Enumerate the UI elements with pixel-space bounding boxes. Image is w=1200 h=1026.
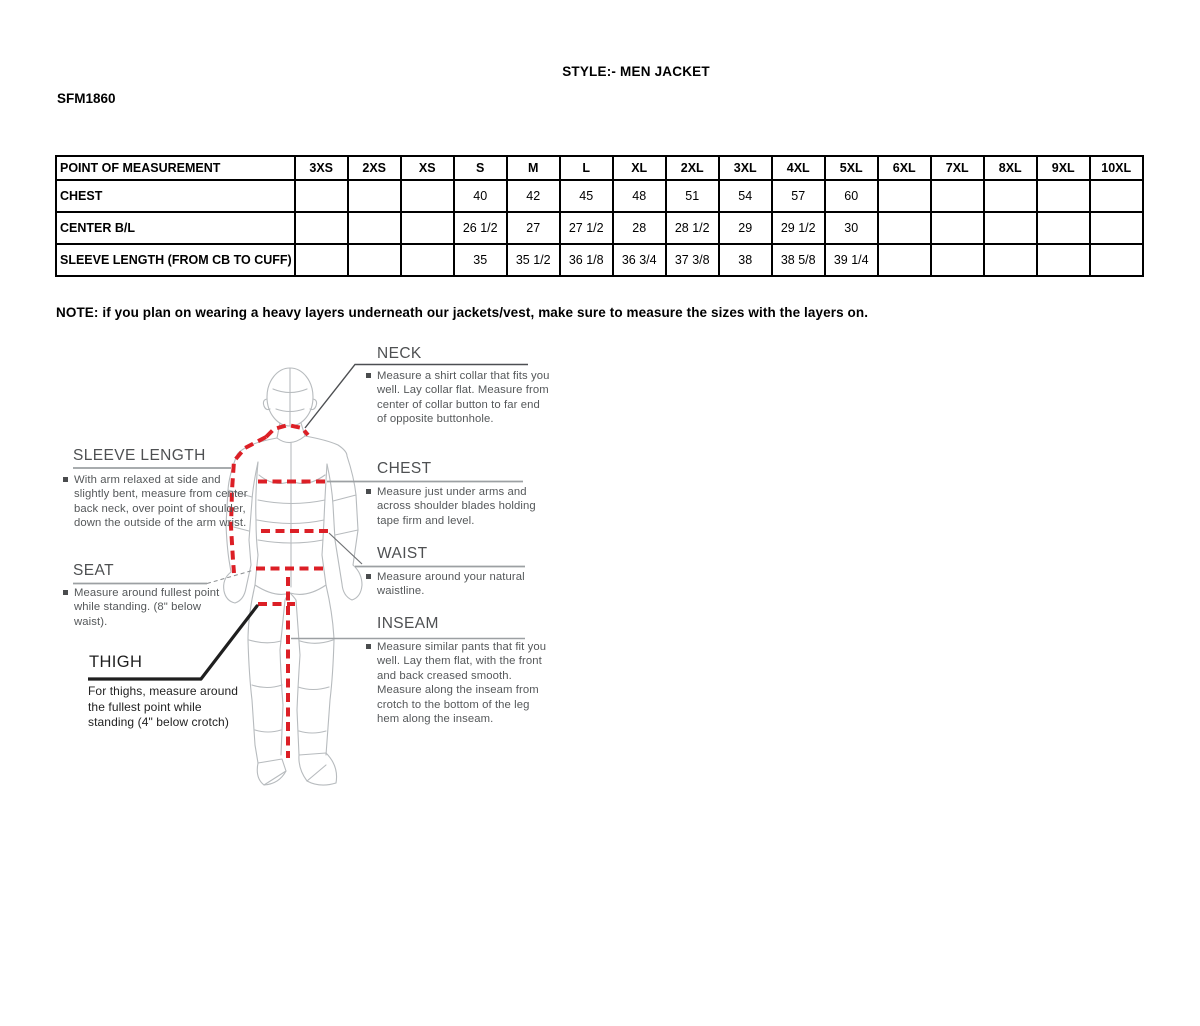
col-header-6xl: 6XL	[878, 156, 931, 180]
sleeve-length-section-title: SLEEVE LENGTH	[73, 447, 206, 464]
col-header-3xl: 3XL	[719, 156, 772, 180]
note-text: NOTE: if you plan on wearing a heavy layers underneath our jackets/vest, make sure to measure the sizes with the layers on.	[56, 305, 869, 320]
cell	[348, 180, 401, 212]
neck-instruction	[366, 369, 552, 427]
cell: 36 1/8	[560, 244, 613, 276]
bullet-icon	[63, 590, 68, 595]
table-header-row	[56, 156, 1143, 180]
chest-section-title: CHEST	[377, 460, 432, 477]
cell	[878, 212, 931, 244]
cell: 39 1/4	[825, 244, 878, 276]
col-header-2xs: 2XS	[348, 156, 401, 180]
cell: 30	[825, 212, 878, 244]
cell	[931, 212, 984, 244]
neck-section-title: NECK	[377, 345, 422, 362]
cell	[931, 180, 984, 212]
cell	[1090, 244, 1143, 276]
inseam-instruction-text: Measure similar pants that fit you well. Lay them flat, with the front and back creased smooth. Measure along the inseam from crotch to the bottom of the leg hem along the inseam.	[377, 641, 547, 726]
cell: 27 1/2	[560, 212, 613, 244]
bullet-icon	[366, 574, 371, 579]
cell: 57	[772, 180, 825, 212]
cell	[348, 244, 401, 276]
cell	[401, 244, 454, 276]
thigh-instruction	[88, 684, 248, 731]
cell	[984, 212, 1037, 244]
col-header-9xl: 9XL	[1037, 156, 1090, 180]
inseam-instruction	[366, 640, 552, 726]
cell: 35	[454, 244, 507, 276]
sleeve-length-instruction	[63, 473, 259, 531]
neck-instruction-text: Measure a shirt collar that fits you well. Lay collar flat. Measure from center of collar button to far end of opposite buttonhole.	[377, 370, 550, 426]
cell: 51	[666, 180, 719, 212]
col-header-3xs: 3XS	[295, 156, 348, 180]
cell	[931, 244, 984, 276]
cell	[401, 212, 454, 244]
style-code: SFM1860	[57, 91, 116, 106]
table-row-center-bl	[56, 212, 1143, 244]
cell: 38	[719, 244, 772, 276]
col-header-m: M	[507, 156, 560, 180]
cell	[1090, 180, 1143, 212]
cell	[878, 244, 931, 276]
col-header-7xl: 7XL	[931, 156, 984, 180]
cell: 28 1/2	[666, 212, 719, 244]
cell	[984, 180, 1037, 212]
row-label-chest: CHEST	[56, 180, 295, 212]
cell: 40	[454, 180, 507, 212]
thigh-instruction-text: For thighs, measure around the fullest point while standing (4" below crotch)	[88, 684, 239, 729]
waist-instruction	[366, 570, 552, 599]
bullet-icon	[366, 644, 371, 649]
cell: 54	[719, 180, 772, 212]
col-header-xl: XL	[613, 156, 666, 180]
seat-instruction-text: Measure around fullest point while standing. (8" below waist).	[74, 587, 220, 628]
cell: 60	[825, 180, 878, 212]
cell: 36 3/4	[613, 244, 666, 276]
waist-instruction-text: Measure around your natural waistline.	[377, 571, 525, 598]
row-label-sleeve-length: SLEEVE LENGTH (FROM CB TO CUFF)	[56, 244, 295, 276]
page-title: STYLE:- MEN JACKET	[562, 64, 710, 79]
cell: 26 1/2	[454, 212, 507, 244]
cell	[1037, 180, 1090, 212]
cell	[1037, 244, 1090, 276]
bullet-icon	[63, 477, 68, 482]
col-header-5xl: 5XL	[825, 156, 878, 180]
cell: 37 3/8	[666, 244, 719, 276]
col-header-8xl: 8XL	[984, 156, 1037, 180]
sleeve-length-instruction-text: With arm relaxed at side and slightly bent, measure from center back neck, over point of shoulder, down the outside of the arm wrist.	[74, 474, 248, 530]
col-header-point-of-measurement: POINT OF MEASUREMENT	[56, 156, 295, 180]
cell: 27	[507, 212, 560, 244]
cell	[295, 180, 348, 212]
col-header-2xl: 2XL	[666, 156, 719, 180]
measurement-guide-diagram	[55, 335, 560, 805]
table-row-sleeve-length	[56, 244, 1143, 276]
cell: 42	[507, 180, 560, 212]
waist-section-title: WAIST	[377, 545, 428, 562]
cell	[295, 212, 348, 244]
col-header-xs: XS	[401, 156, 454, 180]
cell: 45	[560, 180, 613, 212]
thigh-section-title: THIGH	[89, 653, 143, 671]
cell: 28	[613, 212, 666, 244]
cell	[1090, 212, 1143, 244]
cell	[984, 244, 1037, 276]
seat-instruction	[63, 586, 234, 629]
size-chart-table	[55, 155, 1144, 277]
cell	[401, 180, 454, 212]
cell	[348, 212, 401, 244]
col-header-l: L	[560, 156, 613, 180]
cell	[1037, 212, 1090, 244]
cell: 38 5/8	[772, 244, 825, 276]
cell: 29 1/2	[772, 212, 825, 244]
cell: 48	[613, 180, 666, 212]
cell: 29	[719, 212, 772, 244]
chest-instruction	[366, 485, 552, 528]
inseam-section-title: INSEAM	[377, 615, 439, 632]
row-label-center-bl: CENTER B/L	[56, 212, 295, 244]
bullet-icon	[366, 373, 371, 378]
col-header-10xl: 10XL	[1090, 156, 1143, 180]
table-row-chest	[56, 180, 1143, 212]
cell: 35 1/2	[507, 244, 560, 276]
seat-section-title: SEAT	[73, 562, 114, 579]
col-header-s: S	[454, 156, 507, 180]
cell	[878, 180, 931, 212]
bullet-icon	[366, 489, 371, 494]
cell	[295, 244, 348, 276]
col-header-4xl: 4XL	[772, 156, 825, 180]
chest-instruction-text: Measure just under arms and across shoulder blades holding tape firm and level.	[377, 486, 536, 527]
